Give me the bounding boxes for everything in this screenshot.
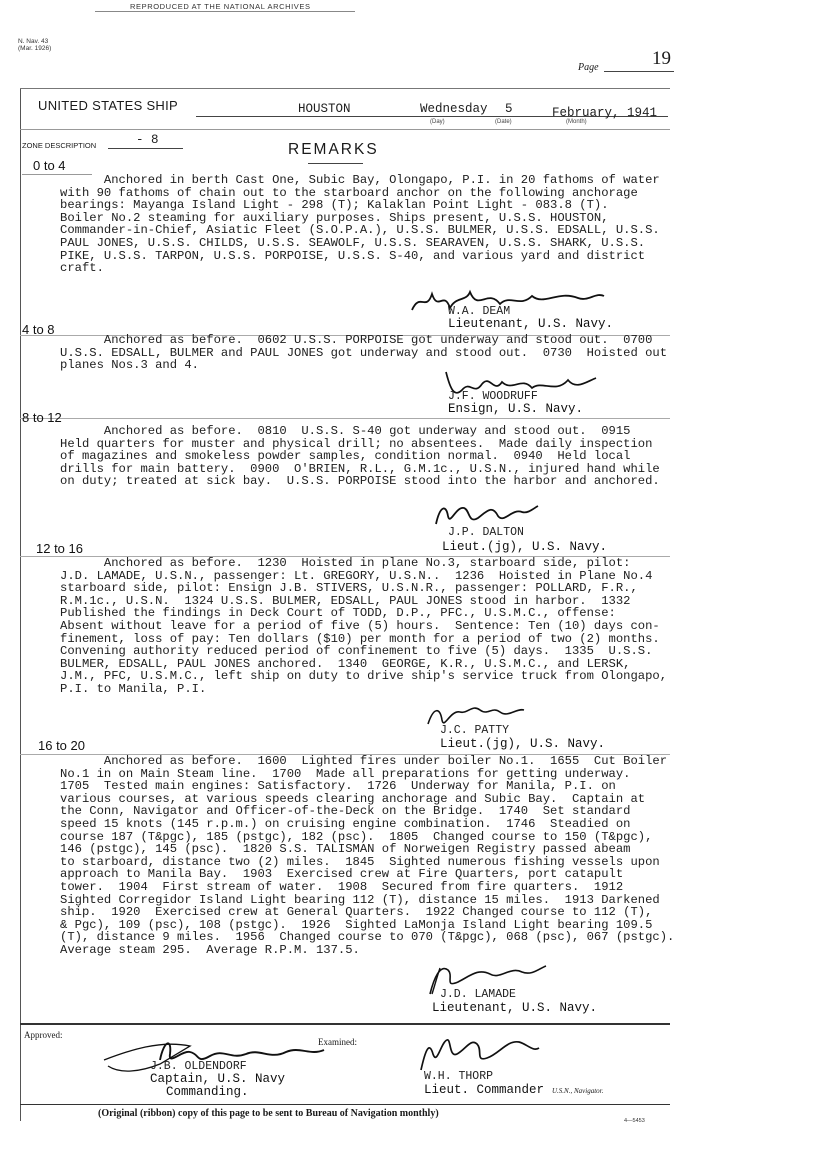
entry-line: Published the findings in Deck Court of TODD, D.P., PFC., U.S.M.C., offense: <box>60 606 616 621</box>
date: 5 <box>505 102 513 116</box>
top-border <box>20 88 670 89</box>
watch-entry-12-16 <box>60 557 680 696</box>
date-caption: (Date) <box>495 119 512 125</box>
page-label: Page <box>578 62 599 73</box>
signer-name: J.P. DALTON <box>448 526 524 539</box>
signer-name: J.F. WOODRUFF <box>448 390 538 403</box>
ship-name: HOUSTON <box>298 102 351 116</box>
entry-line: No.1 in on Main Steam line. 1700 Made all preparations for getting underway. <box>60 766 631 781</box>
signer-rank: Ensign, U.S. Navy. <box>448 402 584 416</box>
zone-value: - 8 <box>136 133 159 147</box>
signer-name: J.D. LAMADE <box>440 988 516 1001</box>
entry-line: on duty; treated at sick bay. U.S.S. PORPOISE stood into the harbor and anchored. <box>60 474 660 489</box>
entry-line: course 187 (T&pgc), 185 (pstgc), 182 (psc). 1805 Changed course to 150 (T&pgc), <box>60 829 653 844</box>
watch-entry-8-12 <box>60 425 680 488</box>
entry-line: Anchored as before. 0810 U.S.S. S-40 got underway and stood out. 0915 <box>60 424 631 438</box>
page-number-line <box>604 71 674 72</box>
month-caption: (Month) <box>566 119 587 125</box>
watch-label-0-4: 0 to 4 <box>33 158 66 173</box>
footer-top-rule <box>20 1023 670 1025</box>
entry-line: Anchored in berth Cast One, Subic Bay, Olongapo, P.I. in 20 fathoms of water <box>60 173 660 187</box>
remarks-heading: REMARKS <box>288 141 379 158</box>
zone-underline <box>108 148 183 149</box>
entry-line: J.M., PFC, U.S.M.C., left ship on duty to drive ship's service truck from Olongapo, <box>60 669 668 684</box>
entry-line: Convening authority reduced period of confinement to five (5) days. 1335 U.S.S. <box>60 644 653 659</box>
entry-line: planes Nos.3 and 4. <box>60 358 199 373</box>
month-year: February, 1941 <box>552 106 658 120</box>
watch-label-4-8: 4 to 8 <box>22 322 55 337</box>
signer-rank: Lieut.(jg), U.S. Navy. <box>440 737 606 751</box>
watch-label-12-16: 12 to 16 <box>36 541 83 556</box>
examiner-rank: Lieut. Commander <box>424 1083 545 1097</box>
watch-entry-4-8 <box>60 334 680 372</box>
entry-line: Commander-in-Chief, Asiatic Fleet (S.O.P.A.), U.S.S. BULMER, U.S.S. EDSALL, U.S.S. <box>60 223 660 238</box>
approved-label: Approved: <box>24 1030 63 1040</box>
form-number <box>18 38 51 52</box>
entry-line: finement, loss of pay: Ten dollars ($10) per month for a period of two (2) months. <box>60 631 660 646</box>
entry-line: with 90 fathoms of chain out to the starboard anchor on the following anchorage <box>60 185 638 200</box>
remarks-underline <box>308 163 363 164</box>
entry-line: ship. 1920 Exercised crew at General Quarters. 1922 Changed course to 112 (T), <box>60 905 653 920</box>
entry-line: & Pgc), 109 (psc), 108 (pstgc). 1926 Sighted LaMonja Island Light bearing 109.5 <box>60 917 653 932</box>
entry-line: various courses, at various speeds clearing anchorage and Subic Bay. Captain at <box>60 791 646 806</box>
footer-bottom-rule <box>20 1104 670 1105</box>
entry-line: bearings: Mayanga Island Light - 298 (T); Kalaklan Point Light - 083.8 (T). <box>60 198 609 213</box>
archive-stamp-line <box>95 11 355 12</box>
form-number-date: (Mar. 1926) <box>18 45 52 52</box>
page-number: 19 <box>652 48 671 69</box>
form-code: 4—5453 <box>624 1118 645 1124</box>
day: Wednesday <box>420 102 488 116</box>
entry-line: speed 15 knots (145 r.p.m.) on cruising engine combination. 1746 Steadied on <box>60 816 631 831</box>
archive-stamp: REPRODUCED AT THE NATIONAL ARCHIVES <box>130 2 311 11</box>
signer-rank: Lieut.(jg), U.S. Navy. <box>442 540 608 554</box>
watch-divider <box>20 418 670 419</box>
entry-line: tower. 1904 First stream of water. 1908 Secured from fire quarters. 1912 <box>60 879 624 894</box>
entry-line: starboard side, pilot: Ensign J.B. STIVERS, U.S.N.R., passenger: POLLARD, F.R., <box>60 581 638 596</box>
entry-line: Anchored as before. 1230 Hoisted in plane No.3, starboard side, pilot: <box>60 556 631 570</box>
entry-line: Sighted Corregidor Island Light bearing 112 (T), distance 15 miles. 1913 Darkened <box>60 892 660 907</box>
entry-line: PAUL JONES, U.S.S. CHILDS, U.S.S. SEAWOLF, U.S.S. SEARAVEN, U.S.S. SHARK, U.S.S. <box>60 235 646 250</box>
signer-name: J.C. PATTY <box>440 724 510 737</box>
entry-line: the Conn, Navigator and Officer-of-the-Deck on the Bridge. 1740 Set standard <box>60 804 631 819</box>
entry-line: craft. <box>60 261 104 276</box>
zone-label: ZONE DESCRIPTION <box>22 141 97 150</box>
entry-line: (T), distance 9 miles. 1956 Changed course to 070 (T&pgc), 068 (psc), 067 (pstgc). <box>60 930 675 945</box>
entry-line: PIKE, U.S.S. TARPON, U.S.S. PORPOISE, U.S.S. S-40, and various yard and district <box>60 248 646 263</box>
entry-line: Average steam 295. Average R.P.M. 137.5. <box>60 942 360 957</box>
entry-line: 1705 Tested main engines: Satisfactory. 1726 Underway for Manila, P.I. on <box>60 779 616 794</box>
entry-line: Anchored as before. 0602 U.S.S. PORPOISE got underway and stood out. 0700 <box>60 333 653 347</box>
entry-line: Held quarters for muster and physical drill; no absentees. Made daily inspection <box>60 436 653 451</box>
entry-line: J.D. LAMADE, U.S.N., passenger: Lt. GREGORY, U.S.N.. 1236 Hoisted in Plane No.4 <box>60 568 653 583</box>
entry-line: Anchored as before. 1600 Lighted fires under boiler No.1. 1655 Cut Boiler <box>60 754 668 768</box>
entry-line: approach to Manila Bay. 1903 Exercised crew at Fire Quarters, port catapult <box>60 867 624 882</box>
signer-name: W.A. DEAM <box>448 305 511 318</box>
entry-line: 146 (pstgc), 145 (psc). 1820 S.S. TALISMAN of Norweigen Registry passed abeam <box>60 842 631 857</box>
left-margin-rule <box>20 88 21 1121</box>
form-number-line: N. Nav. 43 <box>18 38 49 45</box>
approver-name: J.B. OLDENDORF <box>150 1060 247 1073</box>
entry-line: of magazines and smokeless powder samples, condition normal. 0940 Held local <box>60 449 631 464</box>
entry-line: R.M.1c., U.S.N. 1324 U.S.S. BULMER, EDSALL, PAUL JONES stood in harbor. 1332 <box>60 593 631 608</box>
examiner-role: U.S.N., Navigator. <box>552 1087 604 1095</box>
entry-line: P.I. to Manila, P.I. <box>60 681 207 696</box>
examiner-name: W.H. THORP <box>424 1070 494 1083</box>
ship-label: UNITED STATES SHIP <box>38 98 178 113</box>
entry-line: drills for main battery. 0900 O'BRIEN, R.L., G.M.1c., U.S.N., injured hand while <box>60 461 660 476</box>
watch-entry-0-4 <box>60 174 680 275</box>
entry-line: Absent without leave for a period of five (5) hours. Sentence: Ten (10) days con- <box>60 618 660 633</box>
signer-rank: Lieutenant, U.S. Navy. <box>448 317 614 331</box>
watch-entry-16-20 <box>60 755 700 957</box>
day-caption: (Day) <box>430 119 445 125</box>
footer-instruction: (Original (ribbon) copy of this page to be sent to Bureau of Navigation monthly) <box>98 1108 439 1119</box>
entry-line: to starboard, distance two (2) miles. 1845 Sighted numerous fishing vessels upon <box>60 854 660 869</box>
watch-label-8-12: 8 to 12 <box>22 410 62 425</box>
entry-line: BULMER, EDSALL, PAUL JONES anchored. 1340 GEORGE, K.R., U.S.M.C., and LERSK, <box>60 656 631 671</box>
header-divider <box>20 129 670 130</box>
examined-label: Examined: <box>318 1037 357 1047</box>
entry-line: Boiler No.2 steaming for auxiliary purposes. Ships present, U.S.S. HOUSTON, <box>60 210 609 225</box>
signature-thorp <box>415 1032 545 1074</box>
entry-line: U.S.S. EDSALL, BULMER and PAUL JONES got underway and stood out. 0730 Hoisted out <box>60 345 668 360</box>
approver-role: Commanding. <box>166 1085 249 1099</box>
signer-rank: Lieutenant, U.S. Navy. <box>432 1001 598 1015</box>
watch-label-16-20: 16 to 20 <box>38 738 85 753</box>
approver-rank: Captain, U.S. Navy <box>150 1072 286 1086</box>
